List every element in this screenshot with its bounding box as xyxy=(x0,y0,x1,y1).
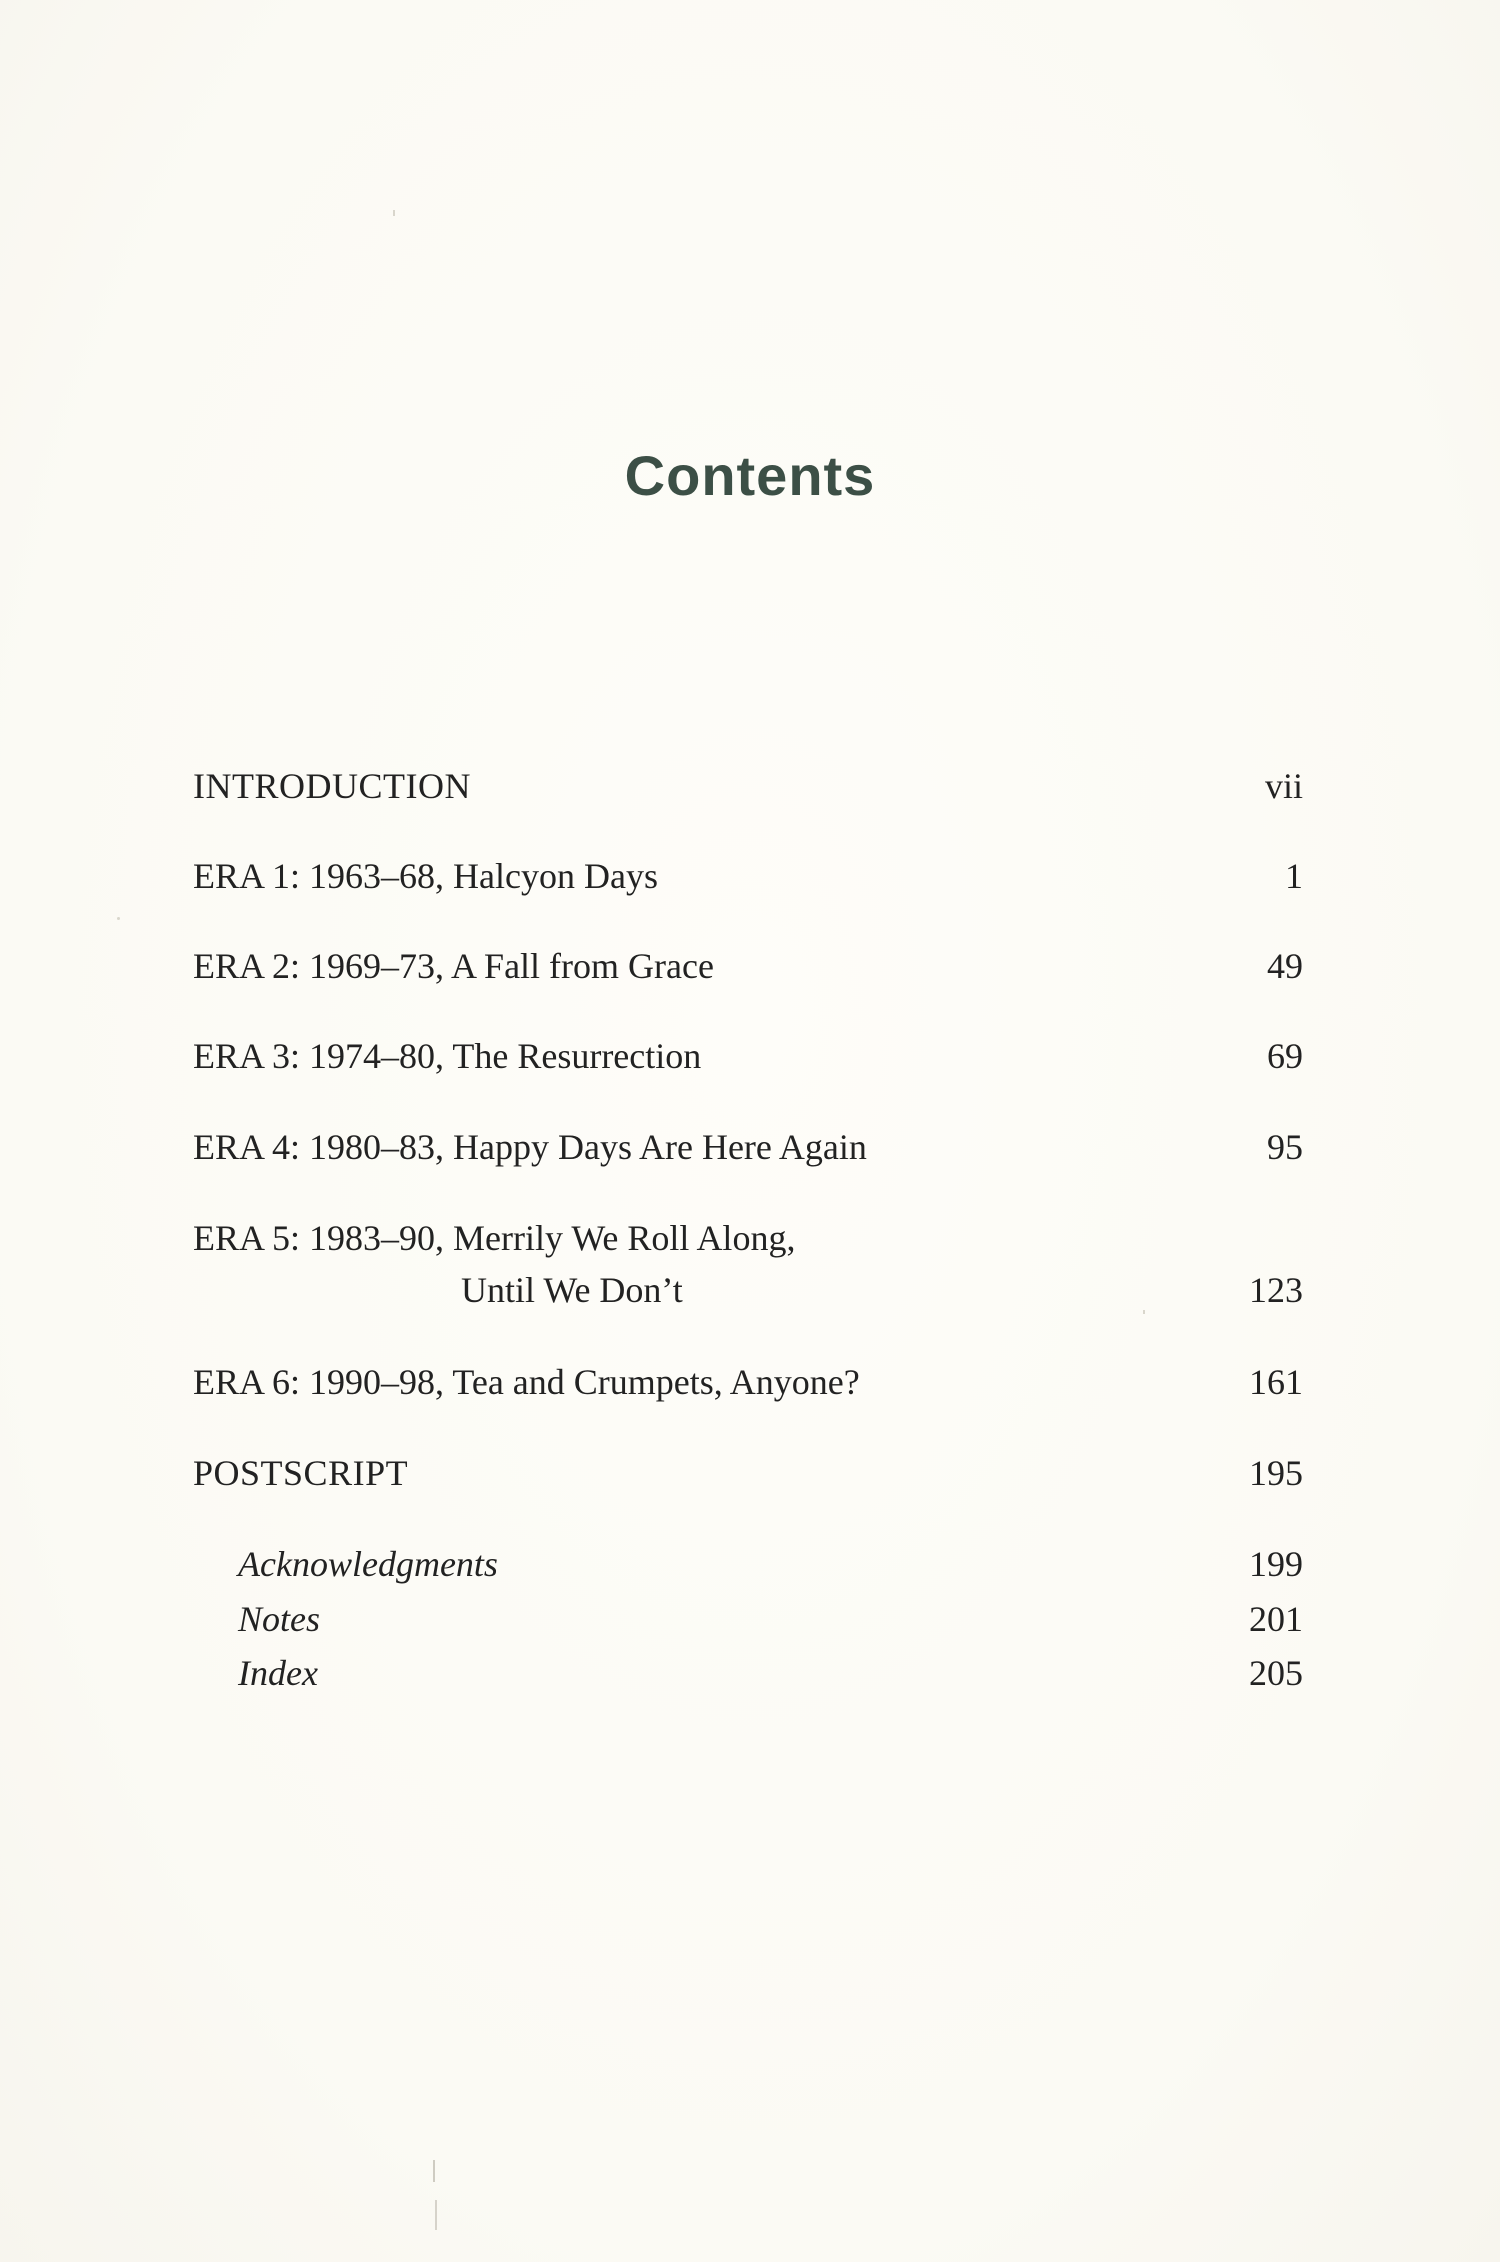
toc-entry-label: ERA 6: 1990–98, Tea and Crumpets, Anyone? xyxy=(193,1362,860,1402)
toc-entry-label: ERA 3: 1974–80, The Resurrection xyxy=(193,1036,702,1076)
toc-entry-label: POSTSCRIPT xyxy=(193,1453,409,1493)
toc-entry-page: 195 xyxy=(1249,1453,1303,1493)
toc-entry-page: vii xyxy=(1264,766,1303,806)
toc-entry-label: ERA 4: 1980–83, Happy Days Are Here Again xyxy=(193,1127,867,1167)
toc-entry-page: 69 xyxy=(1267,1036,1303,1076)
toc-entry-label: Notes xyxy=(238,1599,321,1639)
paper-speck xyxy=(1143,1310,1145,1314)
paper-speck xyxy=(435,2200,437,2230)
toc-entry-label-continuation: Until We Don’t xyxy=(461,1270,683,1310)
toc-entry-label: ERA 1: 1963–68, Halcyon Days xyxy=(193,856,658,896)
toc-entry-label: ERA 5: 1983–90, Merrily We Roll Along, xyxy=(193,1218,796,1258)
toc-entry-label: Index xyxy=(238,1653,318,1693)
page-title: Contents xyxy=(624,444,876,507)
toc-entry-page: 161 xyxy=(1249,1362,1303,1402)
toc-entry-page: 123 xyxy=(1249,1270,1303,1310)
toc-entry-page: 201 xyxy=(1249,1599,1303,1639)
paper-speck xyxy=(433,2160,435,2182)
toc-entry-page: 205 xyxy=(1249,1653,1303,1693)
paper-speck xyxy=(117,917,120,920)
toc-entry-page: 1 xyxy=(1285,856,1303,896)
toc-entry-page: 199 xyxy=(1249,1544,1303,1584)
toc-entry-label: INTRODUCTION xyxy=(193,766,471,806)
toc-entry-label: Acknowledgments xyxy=(238,1544,498,1584)
toc-entry-label: ERA 2: 1969–73, A Fall from Grace xyxy=(193,946,714,986)
toc-entry-page: 49 xyxy=(1267,946,1303,986)
paper-speck xyxy=(393,210,395,216)
toc-entry-page: 95 xyxy=(1267,1127,1303,1167)
